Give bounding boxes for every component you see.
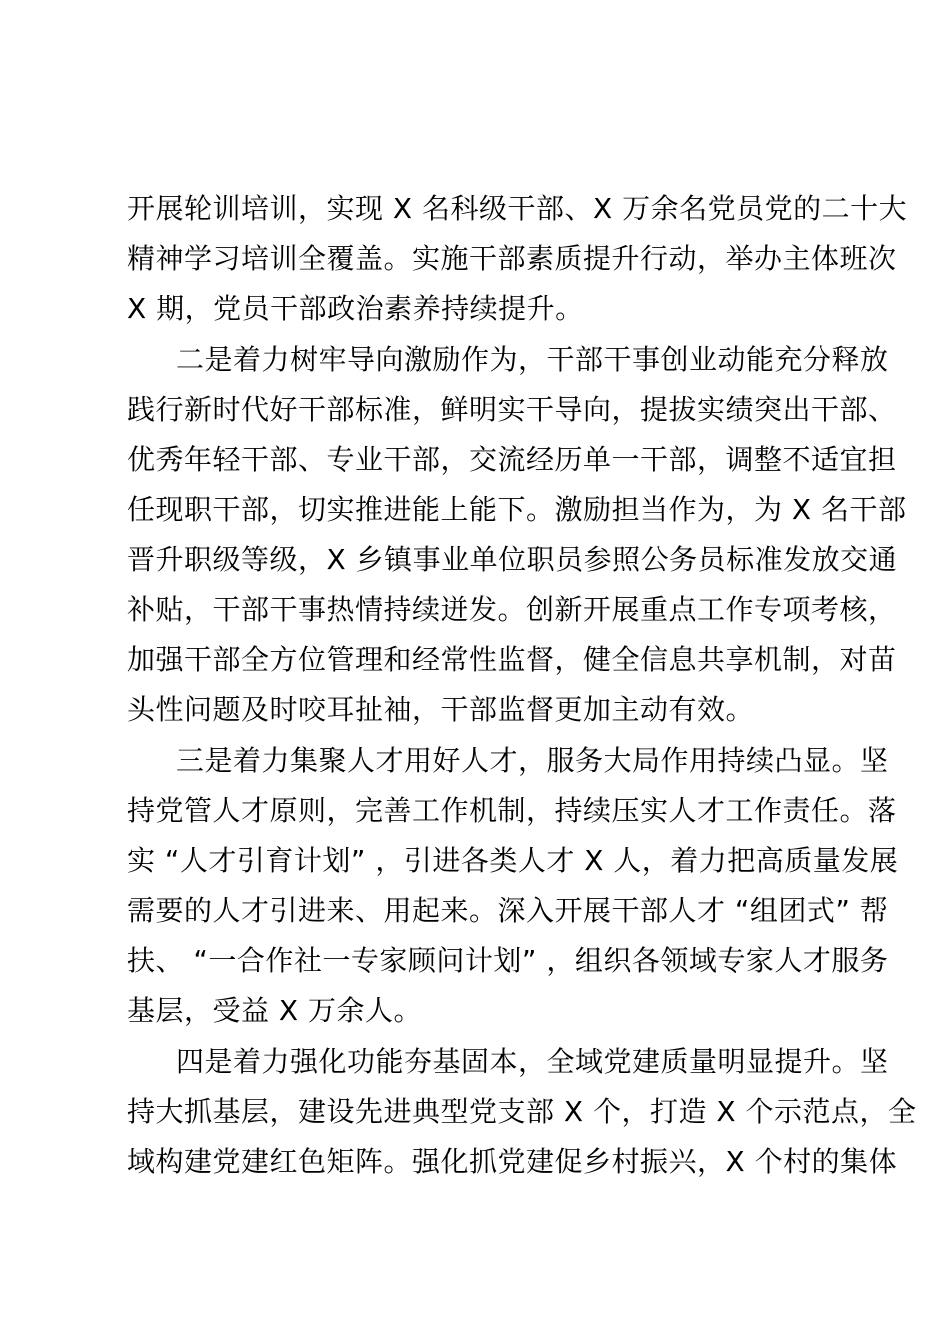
text-line: 补贴，干部干事热情持续迸发。创新开展重点工作专项考核， <box>127 593 897 626</box>
text-line: 实 “人才引育计划” ，引进各类人才 X 人，着力把高质量发展 <box>127 844 899 877</box>
text-line: 三是着力集聚人才用好人才，服务大局作用持续凸显。坚 <box>176 744 889 777</box>
text-line: 优秀年轻干部、专业干部，交流经历单一干部，调整不适宜担 <box>127 443 897 476</box>
text-line: 晋升职级等级，X 乡镇事业单位职员参照公务员标准发放交通 <box>127 543 898 576</box>
text-line: 域构建党建红色矩阵。强化抓党建促乡村振兴，X 个村的集体 <box>127 1145 898 1178</box>
text-line: 任现职干部，切实推进能上能下。激励担当作为，为 X 名干部 <box>127 493 907 526</box>
text-line: 开展轮训培训，实现 X 名科级干部、X 万余名党员党的二十大 <box>127 192 908 225</box>
text-line: 四是着力强化功能夯基固本，全域党建质量明显提升。坚 <box>176 1045 889 1078</box>
text-line: 加强干部全方位管理和经常性监督，健全信息共享机制，对苗 <box>127 643 897 676</box>
text-line: 头性问题及时咬耳扯袖，干部监督更加主动有效。 <box>127 693 755 726</box>
text-line: 需要的人才引进来、用起来。深入开展干部人才 “组团式” 帮 <box>127 894 889 927</box>
text-line: 精神学习培训全覆盖。实施干部素质提升行动，举办主体班次 <box>127 242 897 275</box>
text-line: 基层，受益 X 万余人。 <box>127 994 422 1027</box>
text-line: 持大抓基层，建设先进典型党支部 X 个，打造 X 个示范点，全 <box>127 1095 917 1128</box>
text-line: 持党管人才原则，完善工作机制，持续压实人才工作责任。落 <box>127 794 897 827</box>
text-line: 践行新时代好干部标准，鲜明实干导向，提拔实绩突出干部、 <box>127 393 897 426</box>
text-line: X 期，党员干部政治素养持续提升。 <box>127 292 584 325</box>
text-line: 扶、 “一合作社一专家顾问计划” ，组织各领域专家人才服务 <box>127 944 889 977</box>
text-line: 二是着力树牢导向激励作为，干部干事创业动能充分释放 <box>176 343 889 376</box>
